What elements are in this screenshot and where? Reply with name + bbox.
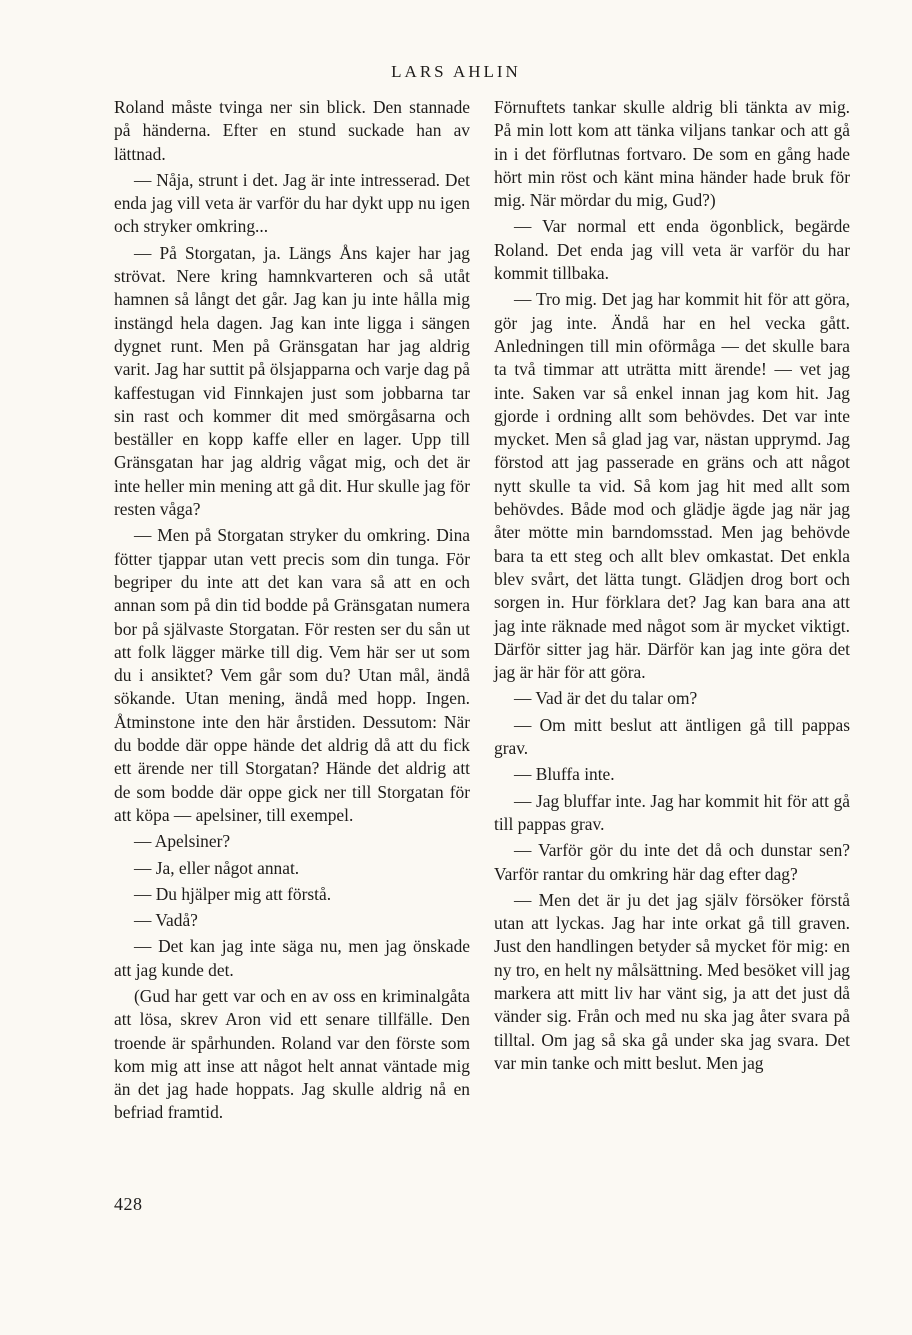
paragraph: (Gud har gett var och en av oss en kriminalgåta att lösa, skrev Aron vid ett senare tillfälle. Den troende är spårhunden. Roland var den förste som kom mig att inse att något helt annat väntade mig än det jag hade hoppats. Jag skulle aldrig nå en befriad framtid.: [114, 985, 470, 1123]
paragraph: — Bluffa inte.: [514, 764, 615, 785]
paragraph: — Det kan jag inte säga nu, men jag önskade att jag kunde det.: [114, 936, 470, 980]
paragraph: — Men på Storgatan stryker du omkring. Dina fötter tjappar utan vett precis som din tunga. För begriper du inte att det kan vara så att en och annan som på din tid bodde på Gränsgatan numera bor på självaste Storgatan. För resten ser du sån ut att folk lägger märke till dig. Vem här ser ut som du i ansiktet? Vem går som du? Utan mål, ändå sökande. Utan mening, ändå med hopp. Ingen. Åtminstone inte den här årstiden. Dessutom: När du bodde där oppe hände det aldrig då att du fick ett ärende ner till Storgatan? Hände det aldrig att de som bodde där oppe gick ner till Storgatan för att köpa — apelsiner, till exempel.: [114, 525, 470, 825]
paragraph: — Jag bluffar inte. Jag har kommit hit för att gå till pappas grav.: [494, 790, 850, 834]
left-column: [114, 96, 470, 1125]
paragraph: — På Storgatan, ja. Längs Åns kajer har jag strövat. Nere kring hamnkvarteren och så utåt hamnen så långt det går. Jag kan ju inte hålla mig instängd hela dagen. Jag kan inte ligga i sängen dygnet runt. Men på Gränsgatan har jag aldrig varit. Jag har suttit på ölsjapparna och varje dag på kaffestugan vid Finnkajen just som jobbarna tar sin rast och kommer dit med smörgåsarna och beställer en kopp kaffe eller en lager. Upp till Gränsgatan har jag aldrig vågat mig, och det är inte heller min mening att gå dit. Hur skulle jag för resten våga?: [114, 242, 470, 520]
paragraph: — Men det är ju det jag själv försöker förstå utan att lyckas. Jag har inte orkat gå till graven. Just den handlingen betyder så mycket för mig: en ny tro, en helt ny målsättning. Med besöket vill jag markera att mitt liv har vänt sig, ja att det just då vänder sig. Från och med nu ska jag åter svara på tilltal. Om jag så ska gå under ska jag svara. Det var min tanke och mitt beslut. Men jag: [494, 889, 850, 1073]
paragraph: — Vad är det du talar om?: [514, 688, 698, 709]
paragraph: — Ja, eller något annat.: [134, 857, 300, 878]
paragraph: — Nåja, strunt i det. Jag är inte intresserad. Det enda jag vill veta är varför du har dykt upp nu igen och stryker omkring...: [114, 169, 470, 237]
paragraph: — Var normal ett enda ögonblick, begärde Roland. Det enda jag vill veta är varför du har kommit tillbaka.: [494, 216, 850, 284]
paragraph: — Tro mig. Det jag har kommit hit för att göra, gör jag inte. Ändå har en hel vecka gått. Anledningen till min oförmåga — det skulle bara ta två timmar att uträtta mitt ärende! — vet jag inte. Saken var så enkel innan jag kom hit. Jag gjorde i ordning allt som behövdes. Det var inte mycket. Men så glad jag var, nästan upprymd. Jag förstod att jag passerade en gräns och att något nytt skulle ta vid. Så kom jag hit med allt som behövdes. Både mod och glädje ägde jag när jag åter mötte min barndomsstad. Men jag behövde bara ta ett steg och allt blev omkastat. Det enkla blev svårt, det lätta tungt. Glädjen drog bort och sorgen in. Hur förklara det? Jag kan bara ana att jag inte räknade med något som är mycket viktigt. Därför sitter jag här. Därför kan jag inte göra det jag är här för att göra.: [494, 289, 850, 683]
paragraph: — Om mitt beslut att äntligen gå till pappas grav.: [494, 714, 850, 759]
paragraph: Roland måste tvinga ner sin blick. Den stannade på händerna. Efter en stund suckade han av lättnad.: [114, 97, 470, 164]
paragraph: — Du hjälper mig att förstå.: [134, 883, 332, 904]
paragraph: — Varför gör du inte det då och dunstar sen? Varför rantar du omkring här dag efter dag?: [494, 840, 850, 884]
page-number: 428: [114, 1194, 143, 1214]
paragraph: — Vadå?: [134, 910, 198, 931]
right-column: [494, 96, 850, 1075]
paragraph: Förnuftets tankar skulle aldrig bli tänkta av mig. På min lott kom att tänka viljans tankar och att gå in i det förflutnas fortvaro. De som en gång hade hört min röst och känt mina händer hade bruk för mig. När mördar du mig, Gud?): [494, 97, 850, 211]
paragraph: — Apelsiner?: [134, 831, 231, 852]
running-head: LARS AHLIN: [391, 62, 521, 81]
